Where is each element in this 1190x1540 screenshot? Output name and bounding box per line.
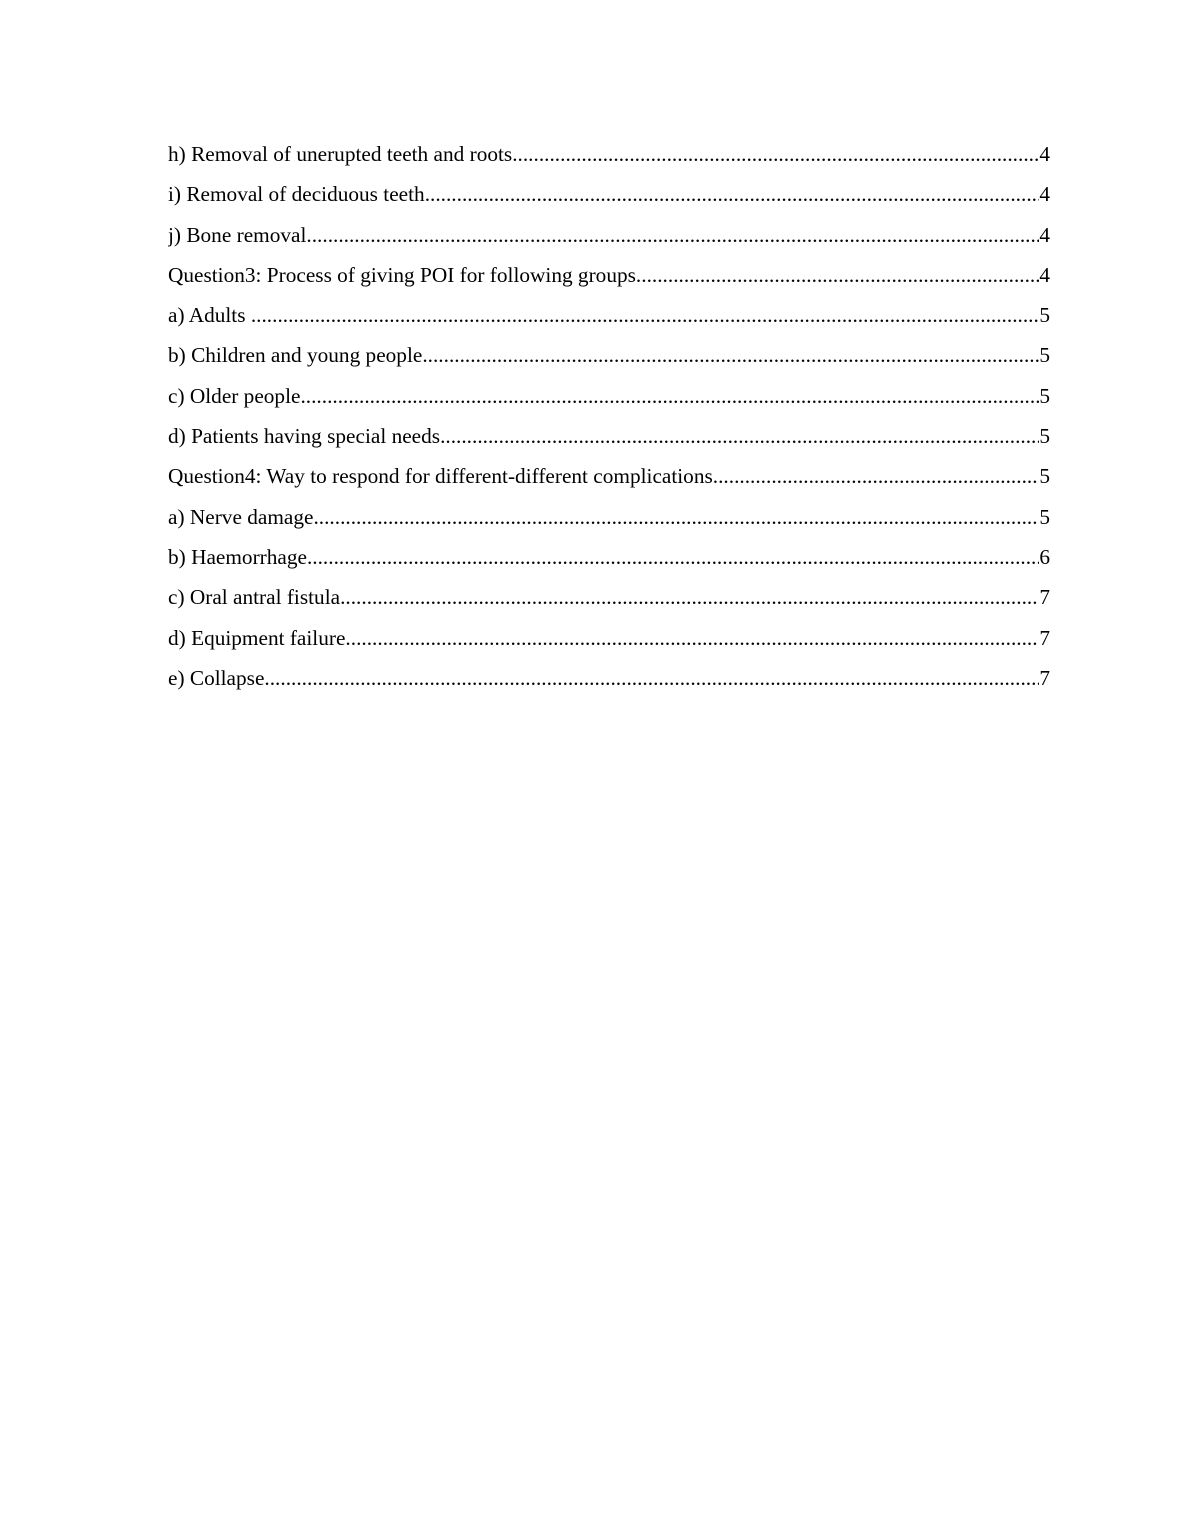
toc-dot-leader (425, 176, 1040, 212)
toc-entry-page: 5 (1039, 343, 1050, 368)
toc-entry[interactable] (168, 297, 1050, 337)
toc-dot-leader (512, 136, 1039, 172)
toc-dot-leader (264, 660, 1039, 696)
toc-dot-leader (422, 337, 1039, 373)
toc-entry-page: 5 (1039, 504, 1050, 529)
toc-entry-title: b) Children and young people (168, 343, 423, 368)
toc-entry-page: 5 (1039, 424, 1050, 449)
toc-entry-title: h) Removal of unerupted teeth and roots (168, 142, 513, 166)
toc-dot-leader (713, 458, 1040, 494)
toc-entry-page: 7 (1039, 665, 1050, 690)
toc-dot-leader (636, 257, 1039, 293)
toc-dot-leader (300, 378, 1039, 414)
toc-entry-page: 5 (1039, 383, 1050, 408)
toc-entry-title: Question3: Process of giving POI for following groups (168, 262, 636, 287)
toc-entry-title: e) Collapse (168, 665, 265, 690)
toc-entry-page: 4 (1039, 262, 1050, 287)
toc-entry-title: i) Removal of deciduous teeth (168, 182, 425, 207)
toc-dot-leader (345, 620, 1039, 656)
toc-entry-title: a) Adults (168, 303, 251, 328)
toc-entry[interactable] (168, 660, 1050, 700)
table-of-contents (168, 136, 1050, 700)
toc-dot-leader (307, 539, 1039, 575)
toc-entry-page: 5 (1039, 464, 1050, 489)
toc-entry-page: 4 (1039, 182, 1050, 207)
toc-entry-page: 4 (1039, 142, 1050, 166)
toc-dot-leader (313, 499, 1039, 535)
toc-entry-title: c) Oral antral fistula (168, 585, 341, 610)
toc-entry[interactable] (168, 257, 1050, 297)
toc-entry-page: 7 (1039, 585, 1050, 610)
toc-entry[interactable] (168, 337, 1050, 377)
toc-entry[interactable] (168, 458, 1050, 498)
toc-entry-title: j) Bone removal (168, 222, 307, 247)
toc-entry[interactable] (168, 579, 1050, 619)
toc-dot-leader (440, 418, 1039, 454)
toc-entry-title: d) Equipment failure (168, 625, 346, 650)
toc-entry[interactable] (168, 136, 1050, 176)
toc-entry[interactable] (168, 378, 1050, 418)
toc-entry[interactable] (168, 620, 1050, 660)
toc-entry-page: 4 (1039, 222, 1050, 247)
toc-entry-title: Question4: Way to respond for different-different complications (168, 464, 713, 489)
toc-entry-title: c) Older people (168, 383, 301, 408)
toc-entry-title: d) Patients having special needs (168, 424, 441, 449)
toc-entry-title: b) Haemorrhage (168, 544, 307, 569)
toc-entry[interactable] (168, 539, 1050, 579)
toc-entry-title: a) Nerve damage (168, 504, 314, 529)
toc-entry[interactable] (168, 176, 1050, 216)
toc-dot-leader (340, 579, 1039, 615)
toc-dot-leader (306, 217, 1039, 253)
toc-entry[interactable] (168, 217, 1050, 257)
toc-entry-page: 7 (1039, 625, 1050, 650)
toc-entry[interactable] (168, 499, 1050, 539)
toc-entry-page: 5 (1039, 303, 1050, 328)
toc-entry-page: 6 (1039, 544, 1050, 569)
toc-dot-leader (251, 297, 1040, 333)
toc-entry[interactable] (168, 418, 1050, 458)
